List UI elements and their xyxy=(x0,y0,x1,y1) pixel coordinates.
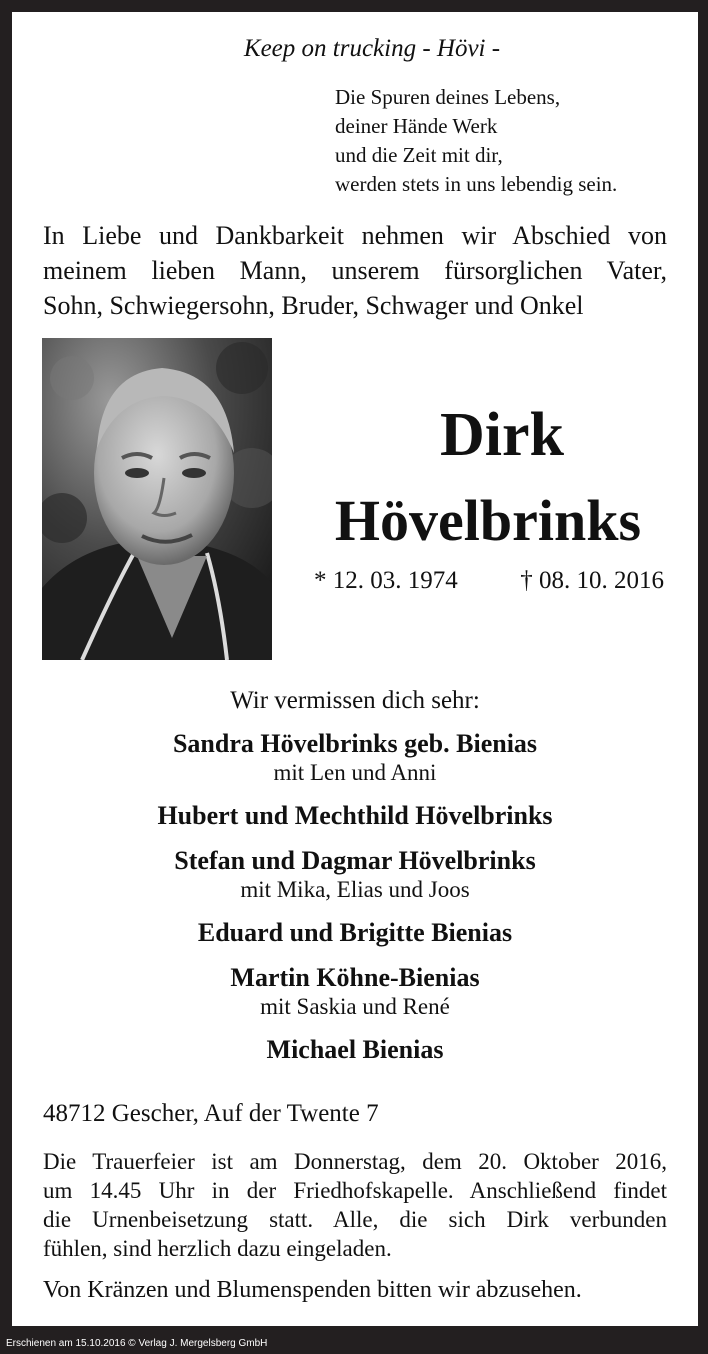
intro-line: meinem lieben Mann, unserem fürsorglichen Vater, xyxy=(43,256,667,285)
mourner-name: Hubert und Mechthild Hövelbrinks xyxy=(157,801,553,830)
mourner-children: mit Mika, Elias und Joos xyxy=(240,877,470,902)
motto: Keep on trucking - Hövi - xyxy=(243,35,501,62)
verse-line: deiner Hände Werk xyxy=(335,114,498,138)
birth-date: * 12. 03. 1974 xyxy=(314,567,458,594)
obituary-notice xyxy=(12,12,698,1326)
mourner-name: Stefan und Dagmar Hövelbrinks xyxy=(174,846,536,875)
closing-note: Von Kränzen und Blumenspenden bitten wir abzusehen. xyxy=(43,1277,582,1303)
funeral-info-line: um 14.45 Uhr in der Friedhofskapelle. Anschließend findet xyxy=(43,1178,667,1203)
funeral-info-line: fühlen, sind herzlich dazu eingeladen. xyxy=(43,1236,392,1261)
mourner-children: mit Len und Anni xyxy=(273,760,437,785)
mourner-name: Michael Bienias xyxy=(266,1035,444,1064)
portrait-photo xyxy=(42,338,272,660)
verse-line: Die Spuren deines Lebens, xyxy=(335,85,561,109)
deceased-first-name: Dirk xyxy=(440,401,564,469)
mourner-name: Sandra Hövelbrinks geb. Bienias xyxy=(172,729,538,758)
verse xyxy=(335,83,617,199)
funeral-info-line: Die Trauerfeier ist am Donnerstag, dem 20. Oktober 2016, xyxy=(43,1149,667,1174)
funeral-info-line: die Urnenbeisetzung statt. Alle, die sich Dirk verbunden xyxy=(43,1207,667,1232)
portrait-photo-image xyxy=(42,338,272,660)
intro-text xyxy=(43,218,667,323)
life-dates xyxy=(314,567,664,595)
address: 48712 Gescher, Auf der Twente 7 xyxy=(43,1100,379,1127)
publication-footer: Erschienen am 15.10.2016 © Verlag J. Mergelsberg GmbH xyxy=(6,1338,268,1349)
intro-line: In Liebe und Dankbarkeit nehmen wir Abschied von xyxy=(43,221,667,250)
death-date: † 08. 10. 2016 xyxy=(520,567,664,594)
miss-line: Wir vermissen dich sehr: xyxy=(230,687,480,714)
mourners-list xyxy=(12,684,698,1065)
verse-line: werden stets in uns lebendig sein. xyxy=(335,172,618,196)
deceased-last-name: Hövelbrinks xyxy=(334,488,642,553)
mourner-name: Eduard und Brigitte Bienias xyxy=(197,918,513,947)
verse-line: und die Zeit mit dir, xyxy=(335,143,503,167)
mourner-name: Martin Köhne-Bienias xyxy=(230,963,480,992)
funeral-info xyxy=(43,1147,667,1263)
intro-line: Sohn, Schwiegersohn, Bruder, Schwager und Onkel xyxy=(43,291,584,320)
mourner-children: mit Saskia und René xyxy=(260,994,450,1019)
